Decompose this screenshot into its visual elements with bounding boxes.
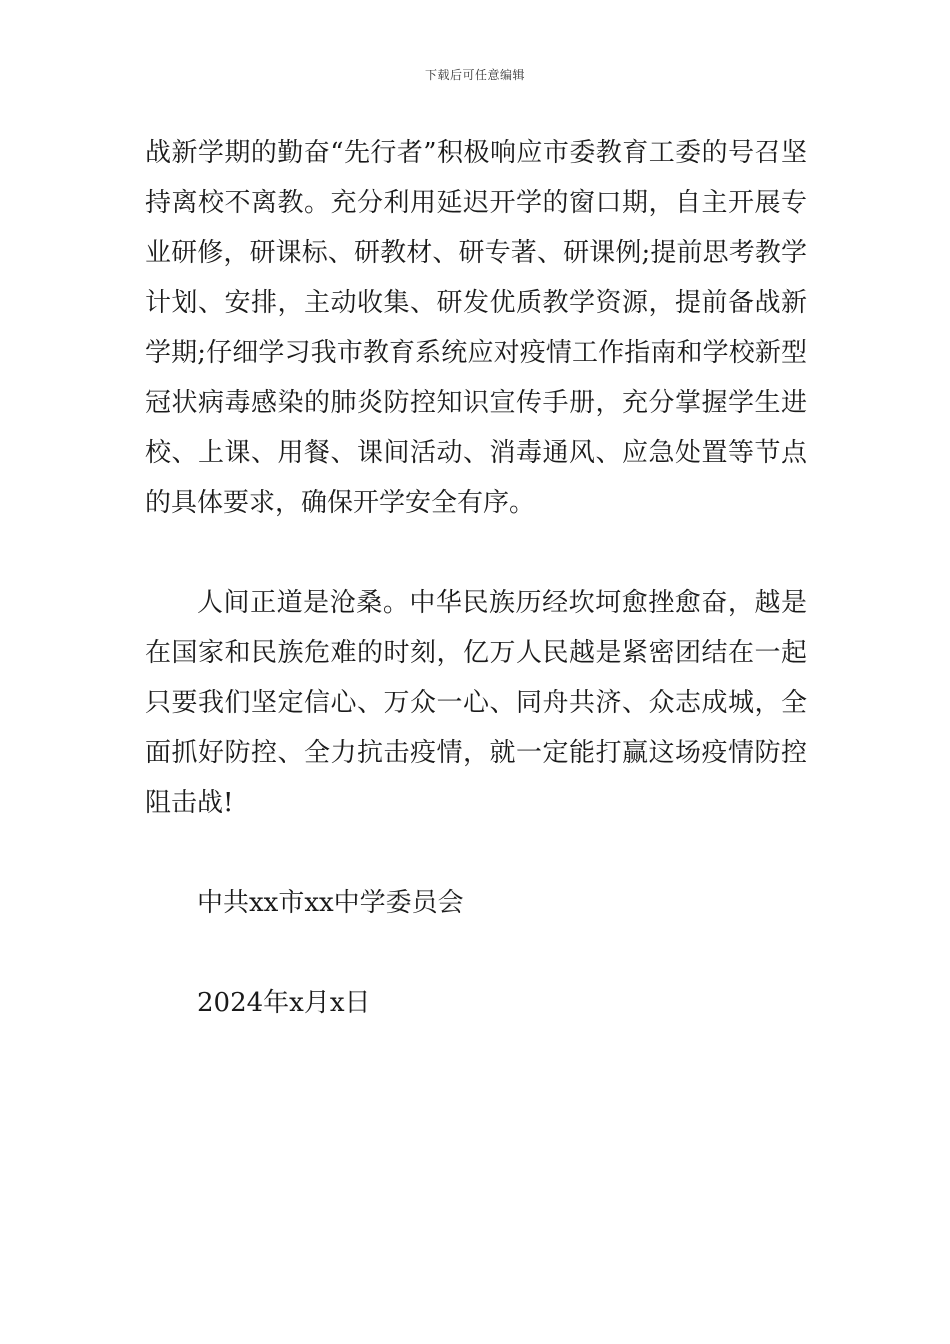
signature-date: 2024年x月x日 [197,988,371,1018]
signature-organization: 中共xx市xx中学委员会 [197,888,464,918]
document-body [145,128,807,1028]
page-header-note: 下载后可任意编辑 [424,68,525,82]
body-paragraph-2: 人间正道是沧桑。中华民族历经坎坷愈挫愈奋，越是在国家和民族危难的时刻，亿万人民越是紧密团结在一起只要我们坚定信心、万众一心、同舟共济、众志成城，全面抓好防控、全力抗击疫情，就一定能打赢这场疫情防控阻击战! [145,588,807,818]
body-paragraph-1: 战新学期的勤奋“先行者”积极响应市委教育工委的号召坚持离校不离教。充分利用延迟开学的窗口期，自主开展专业研修，研课标、研教材、研专著、研课例;提前思考教学计划、安排，主动收集、研发优质教学资源，提前备战新学期;仔细学习我市教育系统应对疫情工作指南和学校新型冠状病毒感染的肺炎防控知识宣传手册，充分掌握学生进校、上课、用餐、课间活动、消毒通风、应急处置等节点的具体要求，确保开学安全有序。 [145,138,807,518]
